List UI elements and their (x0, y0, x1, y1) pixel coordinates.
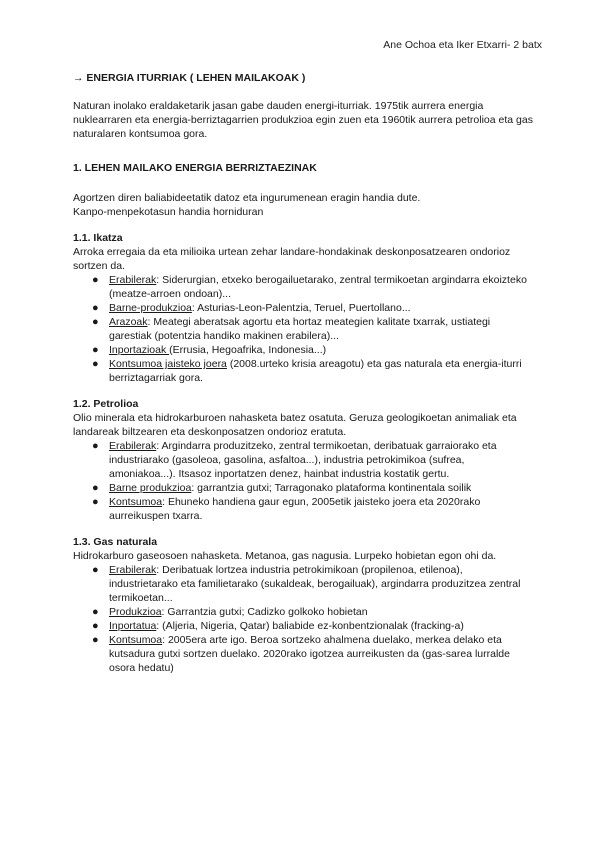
list-item (92, 357, 533, 385)
gas-naturala-list (73, 563, 533, 675)
list-item (92, 563, 533, 605)
petrolioa-title: 1.2. Petrolioa (73, 398, 139, 410)
list-item (92, 273, 533, 301)
ikatza-title: 1.1. Ikatza (73, 232, 123, 244)
list-item (92, 301, 533, 315)
list-item (92, 633, 533, 675)
item-text: : 2005era arte igo. Beroa sortzeko ahalmena duelako, merkea delako eta kutsadura gutxi sortzen duelako. 2020rako igotzea aurreikusten da (gas-sarea lurralde osora hedatu) (109, 634, 510, 674)
item-text: : Asturias-Leon-Palentzia, Teruel, Puertollano... (191, 302, 411, 314)
list-item (92, 315, 533, 343)
ikatza-list (73, 273, 533, 385)
bullet-icon: ● (92, 358, 99, 370)
item-text: : Argindarra produzitzeko, zentral termikoetan, deribatuak garraiorako eta industriarako (gasoleoa, gasolina, asfaltoa...), industria petrokimikoa (sufrea, amoniakoa...). Itsasoz inportatzen denez, hainbat industria kostatik gertu. (109, 440, 497, 480)
bullet-icon: ● (92, 564, 99, 576)
item-label: Barne-produkzioa (109, 302, 192, 314)
item-label: Erabilerak (109, 440, 157, 452)
list-item (92, 495, 533, 523)
petrolioa-description: Olio minerala eta hidrokarburoen nahasketa batez osatuta. Geruza geologikoetan animaliak eta landareak biltzearen eta deskonposatzen ondorioz eratuta. (73, 412, 517, 438)
bullet-icon: ● (92, 620, 99, 632)
bullet-icon: ● (92, 302, 99, 314)
petrolioa-list (73, 439, 533, 523)
item-label: Barne produkzioa (109, 482, 192, 494)
list-item (92, 619, 533, 633)
gas-naturala-description: Hidrokarburo gaseosoen nahasketa. Metanoa, gas nagusia. Lurpeko hobietan egon ohi da. (73, 550, 497, 562)
list-item (92, 605, 533, 619)
bullet-icon: ● (92, 274, 99, 286)
bullet-icon: ● (92, 606, 99, 618)
item-label: Erabilerak (109, 274, 157, 286)
item-text: : Deribatuak lortzea industria petrokimikoan (propilenoa, etilenoa), industrietarako eta familietarako (sukaldeak, berogailuak), argindarra produzitzea zentral termikoetan... (109, 564, 521, 604)
item-text: : Garrantzia gutxi; Cadizko golkoko hobietan (161, 606, 368, 618)
item-label: Arazoak (109, 316, 148, 328)
item-label: Erabilerak (109, 564, 157, 576)
bullet-icon: ● (92, 316, 99, 328)
item-label: Kontsumoa (109, 496, 163, 508)
item-label: Kontsumoa (109, 634, 163, 646)
main-title: → ENERGIA ITURRIAK ( LEHEN MAILAKOAK ) (73, 72, 306, 84)
page-header-authors: Ane Ochoa eta Iker Etxarri- 2 batx (383, 39, 542, 51)
section1-intro-line1: Agortzen diren baliabideetatik datoz eta ingurumenean eragin handia dute. (73, 192, 421, 204)
item-text: : Meategi aberatsak agortu eta hortaz meategien kalitate txarrak, ustiategi garestiak (potentzia handiko makinen erabilera)... (109, 316, 491, 342)
list-item (92, 439, 533, 481)
intro-paragraph: Naturan inolako eraldaketarik jasan gabe dauden energi-iturriak. 1975tik aurrera energia nuklearraren eta energia-berriztagarrien produkzioa egin zuen eta 1960tik aurrera petrolioa eta gas naturalaren kontsumoa gora. (73, 100, 533, 140)
bullet-icon: ● (92, 634, 99, 646)
item-label: Inportazioak (109, 344, 170, 356)
item-text: (2008.urteko krisia areagotu) eta gas naturala eta energia-iturri berriztagarriak gora. (109, 358, 522, 384)
section1-title: 1. LEHEN MAILAKO ENERGIA BERRIZTAEZINAK (73, 162, 317, 174)
item-text: : Ehuneko handiena gaur egun, 2005etik jaisteko joera eta 2020rako aurreikuspen txarra. (109, 496, 481, 522)
item-label: Inportatua (109, 620, 157, 632)
bullet-icon: ● (92, 482, 99, 494)
list-item (92, 481, 533, 495)
section1-intro-line2: Kanpo-menpekotasun handia horniduran (73, 206, 264, 218)
item-text: : Siderurgian, etxeko berogailuetarako, zentral termikoetan argindarra ekoizteko (meatze-arroen ondoan)... (109, 274, 527, 300)
bullet-icon: ● (92, 496, 99, 508)
ikatza-description: Arroka erregaia da eta milioika urtean zehar landare-hondakinak deskonposatzearen ondorioz sortzen da. (73, 246, 511, 272)
gas-naturala-title: 1.3. Gas naturala (73, 536, 158, 548)
item-label: Produkzioa (109, 606, 162, 618)
list-item (92, 343, 533, 357)
item-text: : garrantzia gutxi; Tarragonako plataforma kontinentala soilik (191, 482, 472, 494)
bullet-icon: ● (92, 440, 99, 452)
item-text: (Errusia, Hegoafrika, Indonesia...) (169, 344, 327, 356)
document-body (73, 71, 533, 675)
item-label: Kontsumoa jaisteko joera (109, 358, 227, 370)
item-text: : (Aljeria, Nigeria, Qatar) baliabide ez-konbentzionalak (fracking-a) (156, 620, 464, 632)
bullet-icon: ● (92, 344, 99, 356)
